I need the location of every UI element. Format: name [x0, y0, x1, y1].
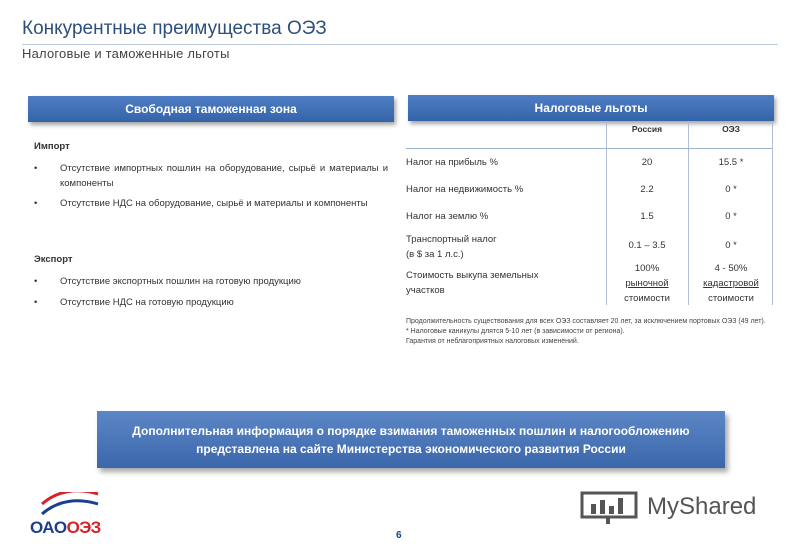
row-label: [406, 232, 497, 262]
oez-logo: [30, 492, 110, 542]
cell-oez: 15.5 *: [718, 157, 744, 168]
myshared-logo: [579, 490, 769, 526]
cell-line: 4 - 50%: [714, 263, 748, 274]
page-subtitle: Налоговые и таможенные льготы: [22, 46, 230, 61]
info-line: представлена на сайте Министерства экономического развития России: [196, 441, 626, 456]
page-number: 6: [396, 530, 402, 541]
cell-line: кадастровой: [703, 278, 759, 289]
cell-russia: [606, 261, 688, 306]
column-header-oez: ОЭЗ: [722, 124, 740, 134]
table-divider: [772, 121, 773, 305]
myshared-logo-text: MyShared: [647, 493, 757, 520]
import-item-text: Отсутствие НДС на оборудование, сырьё и материалы и компоненты: [60, 198, 368, 209]
note-line: Гарантия от неблагоприятных налоговых изменений.: [406, 338, 579, 345]
row-label-line: Стоимость выкупа земельных: [406, 270, 539, 281]
export-heading: Экспорт: [34, 254, 73, 265]
flag-swoosh-icon: [40, 492, 100, 518]
export-item: [34, 274, 388, 290]
import-heading: Импорт: [34, 141, 70, 152]
bullet-icon: •: [34, 198, 38, 209]
import-item: [34, 196, 388, 228]
info-line: Дополнительная информация о порядке взимания таможенных пошлин и налогообложению: [132, 423, 690, 438]
bullet-icon: •: [34, 297, 38, 308]
import-item: [34, 161, 388, 193]
oez-logo-text: [30, 518, 101, 538]
bullet-icon: •: [34, 163, 38, 174]
customs-zone-banner: [28, 96, 394, 122]
row-label-line: участков: [406, 285, 445, 296]
row-label-line: (в $ за 1 л.с.): [406, 249, 464, 260]
bullet-icon: •: [34, 276, 38, 287]
cell-line: рыночной: [625, 278, 669, 289]
note-line: Продолжительность существования для всех ОЭЗ составляет 20 лет, за исключением портовых ОЭЗ (49 лет).: [406, 318, 766, 325]
customs-zone-banner-label: Свободная таможенная зона: [125, 102, 297, 116]
column-header-russia: Россия: [631, 124, 663, 134]
note-line: * Налоговые каникулы длятся 5-10 лет (в зависимости от региона).: [406, 328, 625, 335]
cell-line: 100%: [634, 263, 660, 274]
row-label: Налог на недвижимость %: [406, 184, 524, 195]
cell-oez: 0 *: [725, 240, 737, 251]
tax-notes: [406, 317, 776, 347]
cell-russia: 1.5: [640, 211, 654, 222]
cell-line: стоимости: [708, 293, 754, 304]
oez-logo-prefix: ОАО: [30, 518, 67, 537]
oez-logo-accent: ОЭЗ: [66, 518, 101, 537]
title-divider: [22, 44, 778, 45]
row-label: [406, 268, 539, 298]
cell-oez: 0 *: [725, 184, 737, 195]
cell-oez: [690, 261, 772, 306]
import-item-text: Отсутствие импортных пошлин на оборудование, сырьё и материалы и компоненты: [60, 163, 388, 189]
cell-russia: 2.2: [640, 184, 654, 195]
export-item-text: Отсутствие НДС на готовую продукцию: [60, 297, 234, 308]
cell-russia: 20: [641, 157, 653, 168]
table-header-rule: [406, 148, 772, 149]
export-item: [34, 295, 388, 311]
page-title: Конкурентные преимущества ОЭЗ: [22, 18, 327, 39]
cell-line: стоимости: [624, 293, 670, 304]
row-label: Налог на землю %: [406, 211, 489, 222]
tax-benefits-banner: [408, 95, 774, 121]
cell-oez: 0 *: [725, 211, 737, 222]
presentation-board-icon: [579, 490, 639, 524]
export-item-text: Отсутствие экспортных пошлин на готовую продукцию: [60, 276, 301, 287]
row-label-line: Транспортный налог: [406, 234, 497, 245]
tax-benefits-banner-label: Налоговые льготы: [534, 101, 648, 115]
row-label: Налог на прибыль %: [406, 157, 498, 168]
cell-russia: 0.1 – 3.5: [628, 240, 666, 251]
additional-info-box: [97, 411, 725, 468]
